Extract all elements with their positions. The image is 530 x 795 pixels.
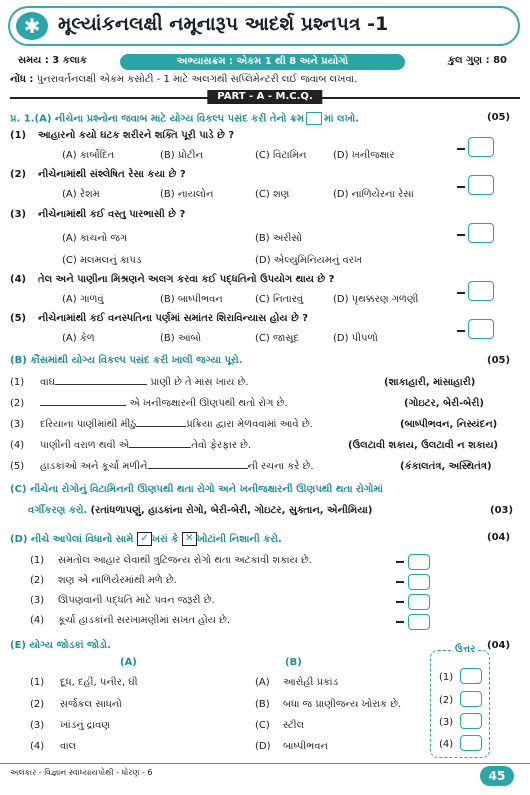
column-b-label: (A) (255, 677, 270, 688)
fill-pre: હાડકાંઓ અને કૂર્ચા મળીને (40, 461, 148, 472)
fill-options: (શાકાહારી, માંસાહારી) (384, 377, 476, 388)
match-answer-box[interactable] (460, 668, 482, 684)
answer-dash (396, 601, 404, 603)
column-b-item: આરોહી પ્રકાંડ (283, 677, 339, 688)
section-d-mid: ખરાં કે (151, 534, 179, 545)
option-b: (B) બાષ્પીભવન (160, 294, 223, 305)
answer-dash (457, 330, 465, 332)
option-c: (C) શણ (255, 189, 290, 200)
fill-post: પ્રક્રિયા દ્વારા મેળવવામાં આવે છે. (186, 419, 313, 430)
answer-box[interactable] (468, 137, 494, 157)
section-d-instruction (10, 532, 282, 546)
column-b-header: (B) (285, 657, 302, 668)
fill-options: (બાષ્પીભવન, નિસ્યંદન) (400, 419, 498, 430)
option-d: (D) નાળિયેરના રેસા (333, 189, 414, 200)
column-a-item: ખાંડનું દ્રાવણ (60, 720, 111, 731)
note-text: પુનરાવર્તનલક્ષી એકમ કસોટી - 1 માટે અલગથી સપ્લિમેન્ટરી લઈ જવાબ લખવા. (36, 74, 358, 85)
title-banner (8, 6, 520, 46)
section-c-disease-list: (રતાંધળાપણું, હાડકાંના રોગો, બેરી-બેરી, ગોઇટર, સુક્તાન, એનીમિયા) (90, 505, 373, 516)
part-label: PART - A - M.C.Q. (207, 90, 322, 104)
blank-line[interactable] (55, 384, 147, 385)
option-c: (C) વિટામિન (255, 150, 307, 161)
option-d: (D) પૃથક્કરણ ગળણી (333, 294, 419, 305)
column-b-label: (D) (255, 741, 271, 752)
check-mark-icon: ✓ (137, 532, 152, 546)
pair-number: (4) (30, 741, 45, 752)
answer-number: (2) (439, 695, 454, 706)
column-b-item: બધા જ પ્રાણીજન્ય ખોરાક છે. (283, 699, 402, 710)
cross-mark-icon: ✕ (182, 532, 197, 546)
statement-text: શણ એ નાળિયેરમાંથી મળે છે. (58, 575, 177, 586)
column-b-label: (C) (255, 720, 270, 731)
answer-box[interactable] (468, 319, 494, 339)
total-marks: કુલ ગુણ : 80 (448, 55, 507, 66)
section-c-line2 (28, 505, 372, 516)
fill-item (40, 377, 249, 388)
true-false-box[interactable] (408, 594, 430, 610)
paper-title: મૂલ્યાંકનલક્ષી નમૂનારૂપ આદર્શ પ્રશ્નપત્ર -1 (58, 13, 389, 35)
pair-number: (1) (30, 677, 45, 688)
blank-line[interactable] (40, 405, 126, 406)
fill-pre: દરિયાના પાણીમાંથી મીઠું (40, 419, 137, 430)
question-number: (2) (10, 169, 27, 180)
option-a: (A) કાર્બોદિત (62, 150, 115, 161)
option-d: (D) પીપળો (333, 333, 378, 344)
option-a: (A) કેળ (62, 333, 95, 344)
column-b-item: બાષ્પીભવન (283, 741, 328, 752)
star-icon: ✱ (16, 12, 48, 40)
part-divider (10, 90, 520, 104)
statement-number: (3) (30, 595, 45, 606)
match-answer-box[interactable] (460, 735, 482, 751)
section-d-post: ખોટાંની નિશાની કરો. (196, 534, 282, 545)
match-answer-box[interactable] (460, 691, 482, 707)
section-e-marks: (04) (487, 640, 511, 651)
answer-panel-title: ઉત્તર (452, 644, 478, 655)
fill-item-number: (5) (10, 461, 25, 472)
answer-number: (4) (439, 739, 454, 750)
column-b-label: (B) (255, 699, 270, 710)
time-label: સમય : 3 કલાક (18, 55, 87, 66)
fill-pre: પાણીની વરાળ થવી એ (40, 440, 130, 451)
statement-text: સમતોલ આહાર લેવાથી ત્રુટિજન્ય રોગો થતા અટકાવી શકાય છે. (58, 555, 312, 566)
fill-post: એ ખનીજક્ષારની ઊણપથી થતો રોગ છે. (129, 398, 288, 409)
question-text: તેલ અને પાણીના મિશ્રણને અલગ કરવા કઈ પદ્ધતિનો ઉપયોગ થાય છે ? (38, 274, 335, 285)
question-number: (4) (10, 274, 27, 285)
column-a-item: દૂધ, દહીં, પનીર, ઘી (60, 677, 138, 688)
fill-item (40, 461, 314, 472)
match-answer-box[interactable] (460, 713, 482, 729)
answer-dash (396, 581, 404, 583)
fill-pre: વાઘ (40, 377, 56, 388)
column-a-item: વાલ (60, 741, 77, 752)
question-text: નીચેનામાંથી કઈ વસ્તુ પારભાસી છે ? (38, 209, 186, 220)
footer-divider (0, 763, 530, 764)
answer-box[interactable] (468, 175, 494, 195)
instruction-text: પ્ર. 1.(A) નીચેના પ્રશ્નોના જવાબ માટે યોગ્ય વિકલ્પ પસંદ કરી તેનો ક્રમ (10, 113, 305, 125)
fill-item (40, 440, 251, 451)
section-a-instruction (10, 112, 359, 125)
option-c: (C) જાસૂદ (255, 333, 300, 344)
pair-number: (3) (30, 720, 45, 731)
question-text: આહારનો કયો ઘટક શરીરને શક્તિ પૂરી પાડે છે ? (38, 130, 235, 141)
answer-dash (457, 234, 465, 236)
option-a: (A) રેશમ (62, 189, 100, 200)
question-text: નીચેનામાંથી કઈ વનસ્પતિના પર્ણમાં સમાંતર શિરાવિન્યાસ હોય છે ? (38, 313, 309, 324)
section-c-instruction: વર્ગીકરણ કરો. (28, 505, 88, 516)
question-number: (3) (10, 209, 27, 220)
fill-post: પ્રાણી છે તે માંસ ખાય છે. (150, 377, 249, 388)
answer-dash (457, 148, 465, 150)
true-false-box[interactable] (408, 554, 430, 570)
note-label: નોંધ : (10, 74, 34, 85)
fill-item-number: (2) (10, 398, 25, 409)
note (10, 74, 520, 85)
question-number: (1) (10, 130, 27, 141)
option-d: (D) એલ્યુમિનિયમનું વરખ (255, 255, 363, 266)
true-false-box[interactable] (408, 574, 430, 590)
true-false-box[interactable] (408, 614, 430, 630)
option-a: (A) ગાળવું (62, 294, 104, 305)
answer-box-icon (306, 112, 322, 125)
fill-options: (ગોઇટર, બેરી-બેરી) (404, 398, 484, 409)
statement-number: (2) (30, 575, 45, 586)
fill-item-number: (3) (10, 419, 25, 430)
fill-item-number: (1) (10, 377, 25, 388)
page-number: 45 (480, 766, 514, 786)
fill-post: ની રચના કરે છે. (247, 461, 314, 472)
blank-line[interactable] (136, 426, 186, 427)
option-b: (B) નાયલોન (160, 189, 214, 200)
option-c: (C) મલમલનું કાપડ (62, 255, 142, 266)
section-c-marks: (03) (490, 505, 514, 516)
answer-dash (396, 561, 404, 563)
fill-post: તેવો ફેરફાર છે. (191, 440, 252, 451)
section-e-title: (E) યોગ્ય જોડકાં જોડો. (10, 640, 111, 651)
answer-number: (3) (439, 717, 454, 728)
column-a-item: સર્જકલ સાધનો (60, 699, 122, 710)
option-b: (B) પ્રોટીન (160, 150, 203, 161)
footer-text: અલંકાર - વિજ્ઞાન સ્વાધ્યાયપોથી - ધોરણ - 6 (10, 768, 153, 777)
fill-item (40, 419, 313, 430)
option-c: (C) નિતારવું (255, 294, 304, 305)
section-b-marks: (05) (487, 355, 511, 366)
fill-options: (ઉલટાવી શકાય, ઉલટાવી ન શકાય) (348, 440, 499, 451)
answer-box[interactable] (468, 281, 494, 301)
answer-box[interactable] (468, 223, 494, 243)
blank-line[interactable] (129, 447, 191, 448)
statement-number: (1) (30, 555, 45, 566)
section-d-marks: (04) (487, 532, 511, 543)
answer-dash (396, 621, 404, 623)
instruction-text-end: માં લખો. (324, 113, 360, 125)
fill-item-number: (4) (10, 440, 25, 451)
section-d-pre: (D) નીચે આપેલાં વિધાનો સામે (10, 534, 134, 545)
section-b-title: (B) કૌંસમાંથી યોગ્ય વિકલ્પ પસંદ કરી ખાલી જગ્યા પૂરો. (10, 355, 243, 366)
section-a-marks: (05) (487, 112, 511, 123)
statement-number: (4) (30, 615, 45, 626)
blank-line[interactable] (148, 468, 248, 469)
answer-dash (457, 186, 465, 188)
fill-item (40, 398, 288, 409)
statement-text: ઊપણવાની પદ્ધતિ માટે પવન જરૂરી છે. (58, 595, 215, 606)
fill-options: (કંકાલતંત્ર, અસ્થિતંત્ર) (400, 461, 492, 472)
option-b: (B) અરીસો (255, 233, 303, 244)
answer-number: (1) (439, 672, 454, 683)
pair-number: (2) (30, 699, 45, 710)
option-b: (B) આંબો (160, 333, 202, 344)
question-text: નીચેનામાંથી સંશ્લેષિત રેસા કયા છે ? (38, 169, 186, 180)
column-a-header: (A) (120, 657, 137, 668)
section-c-line1: (C) નીચેના રોગોનું વિટામિનની ઊણપથી થતા રોગો અને ખનીજક્ષારની ઊણપથી થતા રોગોમાં (10, 484, 384, 495)
column-b-item: સ્ટીલ (283, 720, 305, 731)
question-number: (5) (10, 313, 27, 324)
option-d: (D) ખનીજક્ષાર (333, 150, 395, 161)
statement-text: કૂર્ચા હાડકાંની સરખામણીમાં સખત હોય છે. (58, 615, 231, 626)
answer-dash (457, 292, 465, 294)
syllabus-label: અભ્યાસક્રમ : એકમ 1 થી 8 અને પ્રયોગો (120, 54, 405, 70)
option-a: (A) કાચનો જગ (62, 233, 128, 244)
